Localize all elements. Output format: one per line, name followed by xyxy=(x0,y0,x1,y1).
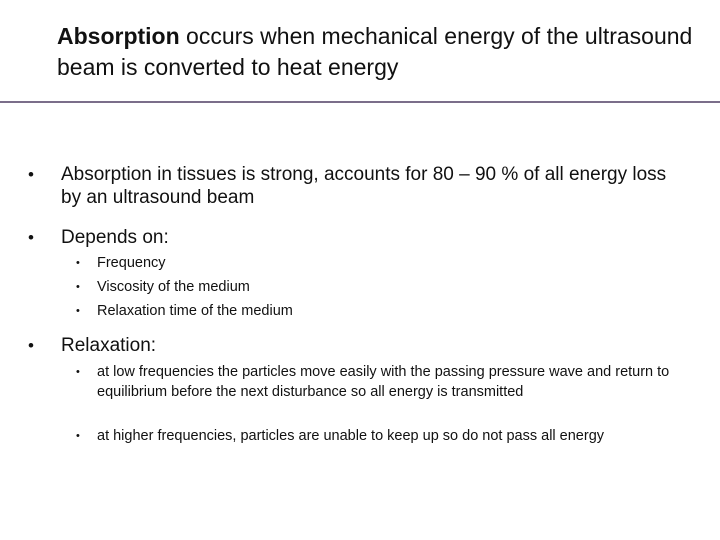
bullet-relaxation xyxy=(28,334,691,357)
bullet-absorption xyxy=(28,163,691,209)
sub-bullet-low-frequencies xyxy=(76,363,687,402)
sub-bullet-text: at higher frequencies, particles are unable to keep up so do not pass all energy xyxy=(97,428,605,444)
sub-bullet-icon: • xyxy=(76,305,80,317)
title-bold: Absorption xyxy=(57,23,180,49)
sub-bullet-icon: • xyxy=(76,430,80,442)
sub-bullet-icon: • xyxy=(76,281,80,293)
slide-title xyxy=(57,21,697,83)
bullet-depends-on xyxy=(28,226,691,249)
bullet-text: Relaxation: xyxy=(61,335,157,356)
bullet-icon: • xyxy=(28,228,34,247)
bullet-text: Depends on: xyxy=(61,227,169,248)
sub-bullet-text: at low frequencies the particles move easily with the passing pressure wave and return to equilibrium before the next disturbance so all energy is transmitted xyxy=(97,364,670,400)
bullet-icon: • xyxy=(28,165,34,184)
sub-bullet-relaxation-time xyxy=(76,302,687,322)
sub-bullet-text: Viscosity of the medium xyxy=(97,279,250,295)
sub-bullet-text: Relaxation time of the medium xyxy=(97,303,293,319)
bullet-text: Absorption in tissues is strong, accounts for 80 – 90 % of all energy loss by an ultrasound beam xyxy=(61,164,667,208)
bullet-icon: • xyxy=(28,336,34,355)
sub-bullet-higher-frequencies xyxy=(76,427,687,447)
sub-bullet-icon: • xyxy=(76,366,80,378)
sub-bullet-icon: • xyxy=(76,257,80,269)
sub-bullet-frequency xyxy=(76,254,687,274)
sub-bullet-text: Frequency xyxy=(97,255,166,271)
title-divider xyxy=(0,101,720,103)
sub-bullet-viscosity xyxy=(76,278,687,298)
title-rest: occurs when mechanical energy of the ultrasound beam is converted to heat energy xyxy=(57,23,693,80)
